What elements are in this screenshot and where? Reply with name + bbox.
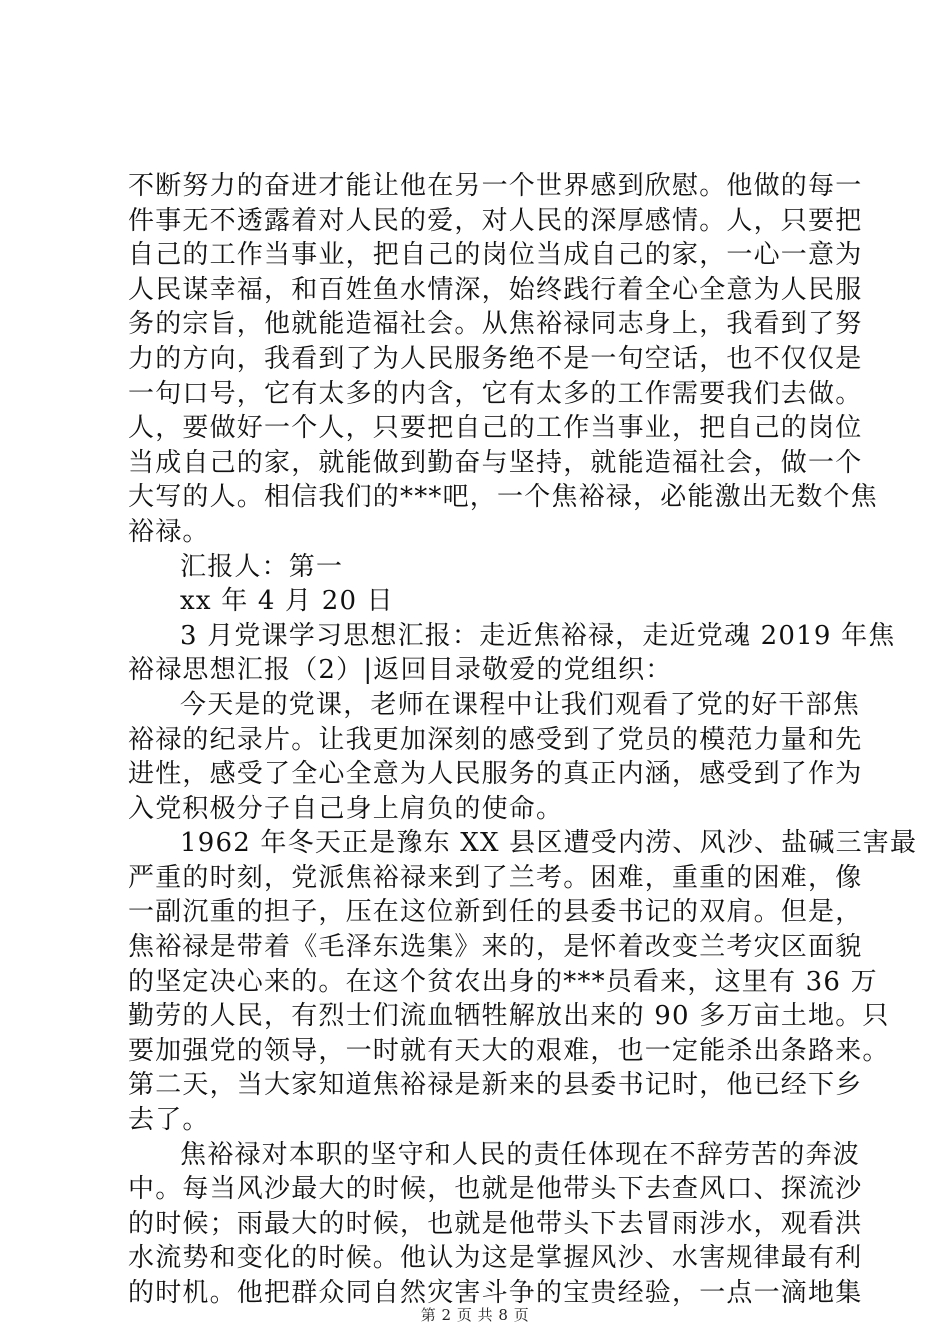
reporter-line: 汇报人：第一 [180, 551, 344, 582]
text-line: 勤劳的人民，有烈士们流血牺牲解放出来的 90 多万亩土地。只 [128, 1001, 890, 1032]
page-number-footer: 第 2 页 共 8 页 [420, 1306, 530, 1324]
text-line: 件事无不透露着对人民的爱，对人民的深厚感情。人，只要把 [128, 205, 863, 236]
section-title-line: 3 月党课学习思想汇报：走近焦裕禄，走近党魂 2019 年焦 [180, 620, 896, 651]
text-line: 人民谋幸福，和百姓鱼水情深，始终践行着全心全意为人民服 [128, 274, 863, 305]
text-line: 严重的时刻，党派焦裕禄来到了兰考。困难，重重的困难，像 [128, 862, 863, 893]
text-line: 一句口号，它有太多的内含，它有太多的工作需要我们去做。 [128, 378, 863, 409]
text-line: 当成自己的家，就能做到勤奋与坚持，就能造福社会，做一个 [128, 447, 863, 478]
document-body [128, 169, 918, 1311]
text-line: 的坚定决心来的。在这个贫农出身的***员看来，这里有 36 万 [128, 966, 878, 997]
text-line: 焦裕禄对本职的坚守和人民的责任体现在不辞劳苦的奔波 [180, 1139, 861, 1170]
text-line: 大写的人。相信我们的***吧，一个焦裕禄，必能激出无数个焦 [128, 482, 878, 513]
text-line: 人，要做好一个人，只要把自己的工作当事业，把自己的岗位 [128, 413, 863, 444]
text-line: 水流势和变化的时候。他认为这是掌握风沙、水害规律最有利 [128, 1243, 863, 1274]
text-line: 进性，感受了全心全意为人民服务的真正内涵，感受到了作为 [128, 759, 863, 790]
text-line: 裕禄的纪录片。让我更加深刻的感受到了党员的模范力量和先 [128, 724, 863, 755]
text-line: 的时候；雨最大的时候，也就是他带头下去冒雨涉水，观看洪 [128, 1208, 863, 1239]
text-line: 自己的工作当事业，把自己的岗位当成自己的家，一心一意为 [128, 240, 863, 271]
date-line: xx 年 4 月 20 日 [180, 586, 394, 617]
text-line: 一副沉重的担子，压在这位新到任的县委书记的双肩。但是， [128, 897, 863, 928]
text-line: 入党积极分子自己身上肩负的使命。 [128, 793, 564, 824]
text-line: 的时机。他把群众同自然灾害斗争的宝贵经验，一点一滴地集 [128, 1278, 863, 1308]
text-line: 1962 年冬天正是豫东 XX 县区遭受内涝、风沙、盐碱三害最 [180, 828, 918, 859]
section-title-line: 裕禄思想汇报（2）|返回目录敬爱的党组织： [128, 655, 673, 686]
text-line: 今天是的党课，老师在课程中让我们观看了党的好干部焦 [180, 689, 861, 720]
text-line: 焦裕禄是带着《毛泽东选集》来的，是怀着改变兰考灾区面貌 [128, 932, 863, 963]
text-line: 裕禄。 [128, 516, 210, 547]
text-line: 务的宗旨，他就能造福社会。从焦裕禄同志身上，我看到了努 [128, 309, 863, 340]
text-line: 要加强党的领导，一时就有天大的艰难，也一定能杀出条路来。 [128, 1035, 890, 1066]
text-line: 力的方向，我看到了为人民服务绝不是一句空话，也不仅仅是 [128, 343, 863, 374]
text-line: 去了。 [128, 1105, 210, 1136]
text-line: 第二天，当大家知道焦裕禄是新来的县委书记时，他已经下乡 [128, 1070, 863, 1101]
text-line: 中。每当风沙最大的时候，也就是他带头下去查风口、探流沙 [128, 1174, 863, 1205]
text-line: 不断努力的奋进才能让他在另一个世界感到欣慰。他做的每一 [128, 171, 863, 201]
